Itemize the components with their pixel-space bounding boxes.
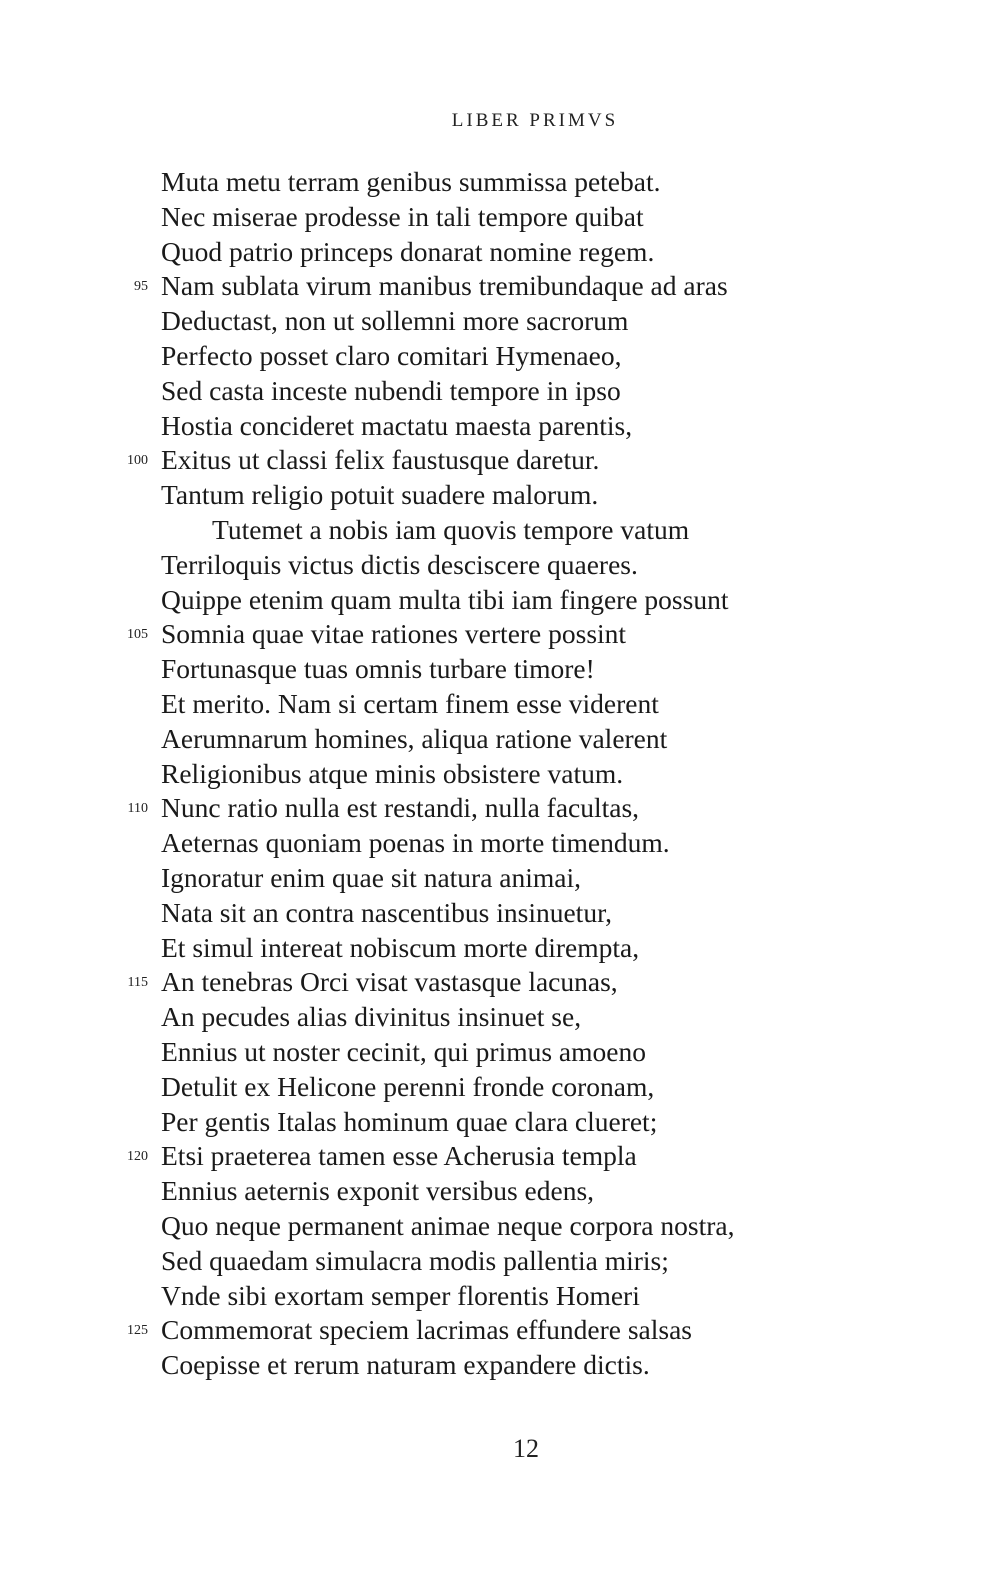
verse-line: [0, 1070, 1000, 1105]
verse-line: [0, 304, 1000, 339]
verse-text: Fortunasque tuas omnis turbare timore!: [161, 653, 595, 685]
verse-text: Exitus ut classi felix faustusque daretur.: [161, 444, 600, 476]
verse-line: [0, 1209, 1000, 1244]
verse-line: [0, 548, 1000, 583]
verse-line: [0, 409, 1000, 444]
verse-line: [0, 931, 1000, 966]
verse-text: Nam sublata virum manibus tremibundaque ad aras: [161, 270, 728, 302]
verse-text: Nunc ratio nulla est restandi, nulla facultas,: [161, 792, 640, 824]
verse-line: [0, 1244, 1000, 1279]
line-number: 125: [127, 1323, 148, 1339]
verse-text: Per gentis Italas hominum quae clara clueret;: [161, 1105, 658, 1137]
verse-text: An tenebras Orci visat vastasque lacunas,: [161, 966, 618, 998]
verse-line: [0, 965, 1000, 1000]
verse-line: [0, 826, 1000, 861]
verse-text: Ignoratur enim quae sit natura animai,: [161, 861, 581, 893]
verse-line: [0, 1000, 1000, 1035]
verse-text: Et merito. Nam si certam finem esse viderent: [161, 687, 659, 719]
verse-text: Religionibus atque minis obsistere vatum.: [161, 757, 624, 789]
verse-text: Quippe etenim quam multa tibi iam fingere possunt: [161, 583, 729, 615]
line-number: 110: [127, 801, 148, 817]
verse-text: Sed quaedam simulacra modis pallentia miris;: [161, 1244, 669, 1276]
verse-line: [0, 1105, 1000, 1140]
verse-text: Etsi praeterea tamen esse Acherusia templa: [161, 1140, 637, 1172]
verse-line: [0, 791, 1000, 826]
verse-text: Coepisse et rerum naturam expandere dictis.: [161, 1349, 650, 1381]
verse-line: [0, 339, 1000, 374]
verse-text: Aeternas quoniam poenas in morte timendum.: [161, 827, 670, 859]
verse-line: [0, 269, 1000, 304]
verse-line: [0, 1313, 1000, 1348]
verse-block: [0, 165, 1000, 1383]
line-number: 95: [134, 279, 148, 295]
verse-line: [0, 583, 1000, 618]
verse-text: Sed casta inceste nubendi tempore in ipso: [161, 374, 621, 406]
verse-text: Muta metu terram genibus summissa petebat.: [161, 166, 661, 197]
verse-text: An pecudes alias divinitus insinuet se,: [161, 1001, 582, 1033]
verse-text: Hostia concideret mactatu maesta parentis,: [161, 409, 633, 441]
verse-line: [0, 1035, 1000, 1070]
running-header: LIBER PRIMVS: [451, 110, 619, 131]
verse-line: [0, 757, 1000, 792]
line-number: 100: [127, 453, 148, 469]
verse-line: [0, 513, 1000, 548]
verse-line: [0, 617, 1000, 652]
verse-line: [0, 687, 1000, 722]
line-number: 120: [127, 1149, 148, 1165]
verse-text: Commemorat speciem lacrimas effundere salsas: [161, 1314, 692, 1346]
line-number: 105: [127, 627, 148, 643]
verse-text: Nata sit an contra nascentibus insinuetur,: [161, 896, 612, 928]
verse-line: [0, 443, 1000, 478]
verse-line: [0, 374, 1000, 409]
verse-text: Ennius aeternis exponit versibus edens,: [161, 1175, 595, 1207]
verse-text: Tutemet a nobis iam quovis tempore vatum: [212, 513, 690, 545]
verse-text: Et simul intereat nobiscum morte dirempta,: [161, 931, 640, 963]
verse-line: [0, 652, 1000, 687]
verse-text: Quod patrio princeps donarat nomine regem.: [161, 235, 655, 267]
verse-line: [0, 478, 1000, 513]
verse-line: [0, 861, 1000, 896]
verse-text: Ennius ut noster cecinit, qui primus amoeno: [161, 1035, 646, 1067]
verse-line: [0, 1139, 1000, 1174]
verse-text: Perfecto posset claro comitari Hymenaeo,: [161, 339, 622, 371]
verse-text: Somnia quae vitae rationes vertere possint: [161, 618, 627, 650]
verse-line: [0, 200, 1000, 235]
verse-text: Tantum religio potuit suadere malorum.: [161, 479, 599, 511]
verse-text: Terriloquis victus dictis desciscere quaeres.: [161, 548, 638, 580]
verse-line: [0, 1279, 1000, 1314]
verse-line: [0, 165, 1000, 200]
line-number: 115: [127, 975, 148, 991]
verse-text: Quo neque permanent animae neque corpora nostra,: [161, 1209, 735, 1241]
page-number: 12: [513, 1434, 539, 1463]
verse-line: [0, 722, 1000, 757]
verse-text: Aerumnarum homines, aliqua ratione valerent: [161, 722, 668, 754]
verse-text: Vnde sibi exortam semper florentis Homeri: [161, 1279, 640, 1311]
verse-text: Deductast, non ut sollemni more sacrorum: [161, 305, 629, 337]
verse-text: Detulit ex Helicone perenni fronde coronam,: [161, 1070, 655, 1102]
verse-line: [0, 1174, 1000, 1209]
verse-line: [0, 235, 1000, 270]
verse-line: [0, 1348, 1000, 1383]
verse-line: [0, 896, 1000, 931]
verse-text: Nec miserae prodesse in tali tempore quibat: [161, 200, 644, 232]
